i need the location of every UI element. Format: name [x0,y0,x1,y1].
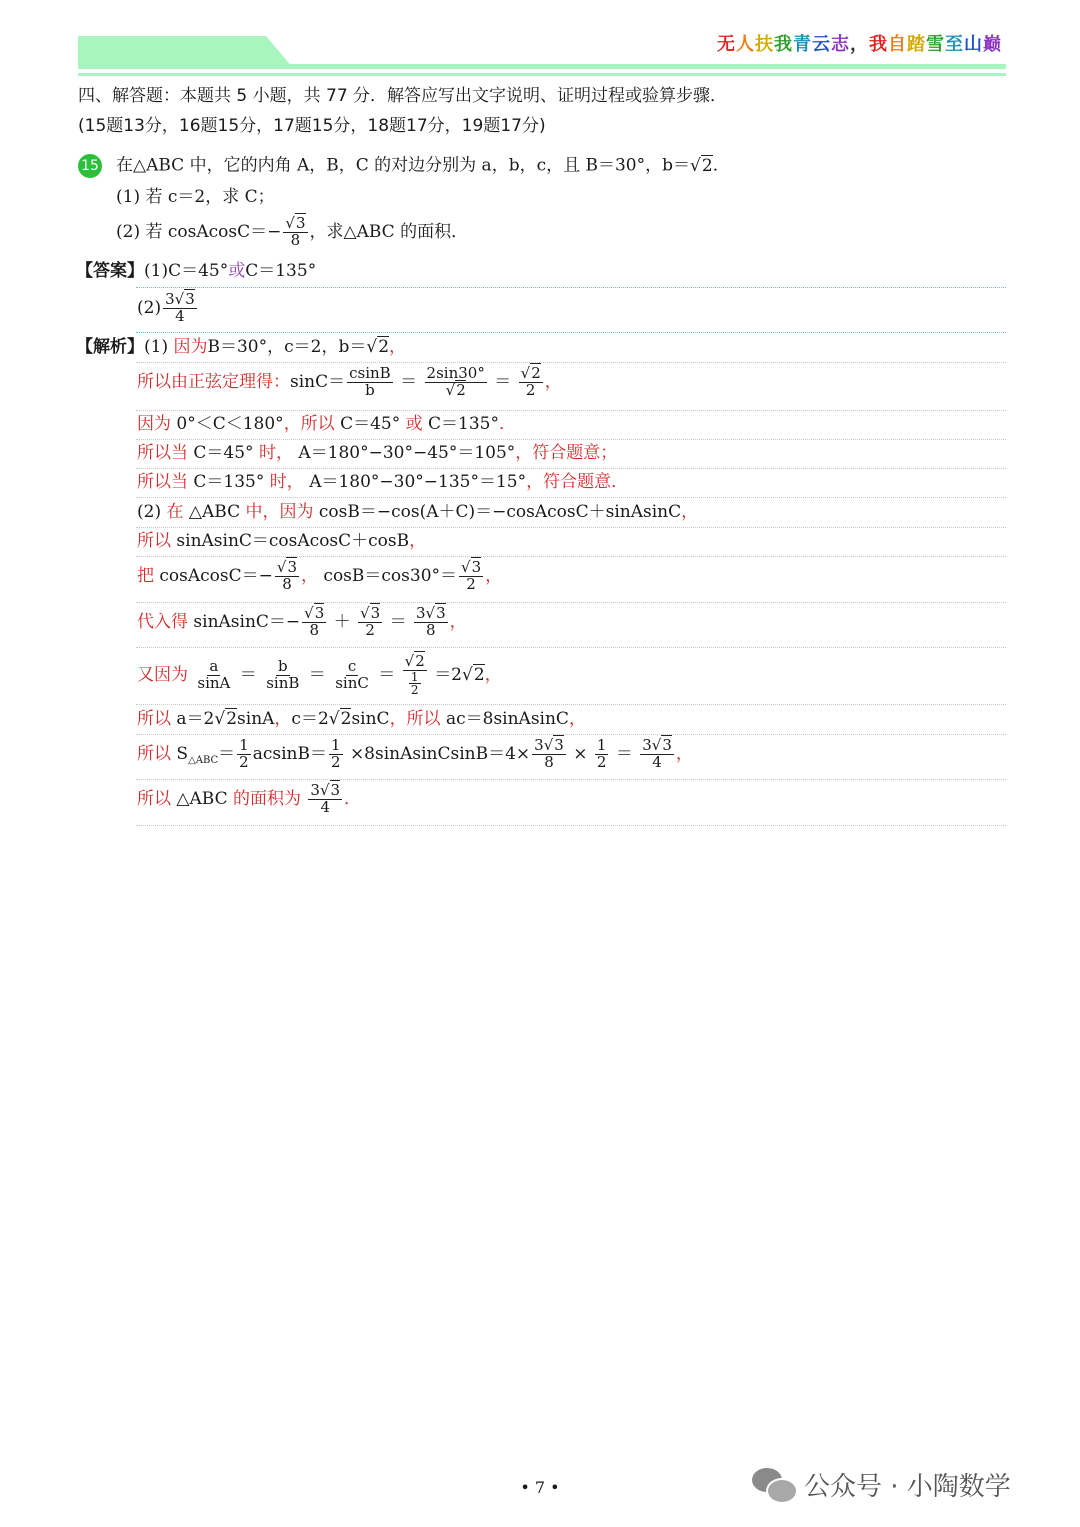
analysis-line-11 [137,709,586,729]
denominator: 2 [466,574,476,593]
math-text: ＝2 [434,664,463,685]
question-2-prefix: (2) 若 cosAcosC＝− [116,221,282,242]
motto-char: 自 [888,34,907,55]
analysis-keyword: 所以 [137,743,171,764]
problem-number-badge: 15 [78,154,102,178]
analysis-keyword: ，符合题意． [526,472,629,492]
nested-fraction [409,671,421,697]
sqrt-radicand: 2 [378,337,390,357]
math-text: △ABC [176,788,228,809]
motto-char: 我 [774,34,793,55]
punct: ， [485,565,503,586]
sqrt-radicand: 2 [531,364,541,382]
denominator: sinC [335,673,369,692]
sqrt-expression: √2 [462,664,485,685]
fraction: $\frac{√3}{8}$ [285,214,306,249]
motto-char: 山 [964,34,983,55]
operator: ＝ [218,743,236,764]
motto-char: 巅 [983,34,1002,55]
sqrt-radicand: 2 [340,709,352,729]
analysis-line-5 [137,472,628,492]
answer-2-prefix: (2) [137,297,162,318]
denominator: sinA [197,673,231,692]
fraction [333,659,371,692]
watermark [752,1466,1011,1503]
math-text: cosB＝cos30°＝ [323,565,458,586]
analysis-keyword: 时， [269,472,304,492]
denominator: sinB [266,673,300,692]
numerator: b [278,657,288,676]
analysis-keyword: 所以 [137,531,171,551]
math-text: a＝2 [176,709,215,729]
math-text: sinAsinC＝cosAcosC＋cosB [176,531,410,551]
sqrt-radicand: 3 [554,736,564,754]
divider [136,825,1006,826]
fraction [595,738,609,771]
motto-char: 人 [736,34,755,55]
analysis-keyword: 的面积为 [232,788,301,809]
page-number: • 7 • [520,1478,560,1497]
operator: ＝ [615,743,633,764]
sqrt-radicand: 3 [471,558,482,576]
analysis-line-9 [137,606,467,639]
analysis-keyword: 把 [137,565,154,586]
answer-1-or: 或 [228,261,246,281]
fraction: $\frac{3√3}{8}$ [534,736,564,771]
analysis-keyword: 或 [405,414,423,434]
operator: ＋ [333,611,351,632]
motto-char: 至 [945,34,964,55]
sqrt-radicand: 3 [436,604,446,622]
denominator: 4 [175,306,185,325]
section-title: 四、解答题：本题共 5 小题，共 77 分．解答应写出文字说明、证明过程或验算步骤． [78,86,728,106]
analysis-keyword: 因为 [137,414,171,434]
divider [136,527,1006,528]
fraction: $\frac{√3}{8}$ [276,558,298,593]
denominator: 2 [410,683,419,698]
analysis-keyword: 所以由正弦定理得： [137,371,290,392]
coefficient: 3 [416,604,426,622]
denominator: 8 [426,620,436,639]
numerator: csinB [349,364,391,382]
punct: ， [675,743,693,764]
sqrt-radicand: 3 [314,604,325,622]
denominator: 2 [239,752,249,771]
analysis-line-6 [137,502,698,522]
numerator: 2sin30° [426,364,485,382]
motto-char: 雪 [926,34,945,55]
punct: ， [449,611,467,632]
math-text: sinC [351,709,390,729]
punct: ． [344,788,362,809]
sqrt-radicand: 2 [473,664,485,685]
divider [136,734,1006,735]
sqrt-radicand: 2 [226,709,238,729]
sqrt-radicand: 3 [287,558,298,576]
fraction: $\frac{3√3}{4}$ [310,781,341,816]
denominator: 4 [652,752,662,771]
denominator: 8 [290,230,301,249]
divider [136,468,1006,469]
math-text: sinC＝ [290,371,346,392]
coefficient: 3 [310,781,320,799]
motto-char: 云 [812,34,831,55]
denominator: 8 [544,752,554,771]
math-text: 0°＜C＜180° [176,414,284,434]
problem-stem-text: 在△ABC 中，它的内角 A，B，C 的对边分别为 a，b，c，且 B＝30°，b＝ [116,155,691,176]
part-label: (2) [137,502,162,522]
math-text: A＝180°−30°−45°＝105° [298,443,516,463]
fraction: $\frac{√3}{2}$ [360,604,381,639]
divider [136,439,1006,440]
math-text: S [176,743,189,764]
fraction: $\frac{3√3}{8}$ [416,604,446,639]
denominator: b [365,380,375,399]
math-text: A＝180°−30°−135°＝15° [309,472,527,492]
sqrt-radicand: 2 [456,380,466,399]
sqrt-radicand: 3 [370,604,381,622]
math-text: cosB＝−cos(A＋C)＝−cosAcosC＋sinAsinC [318,502,682,522]
math-text: C＝135° [428,414,500,434]
analysis-keyword: 代入得 [137,611,188,632]
denominator: 2 [365,620,375,639]
fraction: $\frac{√3}{2}$ [461,558,482,593]
sqrt-radicand: 3 [295,214,306,232]
math-text: C＝135° [193,472,265,492]
question-2 [116,216,468,249]
sqrt-radicand: 3 [662,736,672,754]
punct: ， [409,531,427,551]
divider [136,556,1006,557]
problem-stem [78,154,730,178]
fraction [347,366,393,399]
answer-1-a: (1)C＝45° [144,261,229,281]
math-text: C＝45° [340,414,401,434]
answer-line-1 [76,261,316,281]
punct: ． [712,155,730,176]
analysis-keyword: 所以 [137,788,171,809]
divider [136,704,1006,705]
denominator: 4 [320,797,330,816]
sqrt-radicand: 2 [701,155,713,176]
analysis-keyword: 所以当 [137,472,188,492]
denominator: 2 [330,752,341,771]
analysis-keyword: 因为 [173,337,208,357]
sqrt-radicand: 2 [415,652,425,670]
math-text: C＝45° [193,443,254,463]
math-text: acsinB＝ [252,743,327,764]
analysis-keyword: 所以 [137,709,171,729]
motto-char: ， [850,34,869,55]
punct: ， [568,709,586,729]
analysis-keyword: 时， [258,443,293,463]
math-text: ×8sinAsinCsinB＝4× [349,743,531,764]
divider [136,362,1006,363]
sqrt-expression: √2 [328,709,352,729]
analysis-keyword: 所以当 [137,443,188,463]
math-text: c＝2 [291,709,329,729]
divider [136,497,1006,498]
answer-line-2 [137,292,199,325]
analysis-line-3 [137,414,516,434]
part-label: (1) [144,337,169,357]
divider [136,602,1006,603]
sqrt-radicand: 3 [185,290,195,308]
fraction: $\frac{√2}{\frac{1}{2}}$ [404,652,425,698]
analysis-keyword: ，符合题意； [515,443,618,463]
fraction: $\frac{√2}{2}$ [520,364,541,399]
punct: ， [389,337,407,357]
analysis-line-12 [137,738,693,771]
analysis-line-1 [76,337,406,357]
fraction [237,738,251,771]
analysis-line-7 [137,531,426,551]
divider [136,779,1006,780]
analysis-label: 【解析】 [76,337,144,357]
fraction [195,659,232,692]
motto-char: 无 [717,34,736,55]
denominator: 8 [309,620,319,639]
divider [136,410,1006,411]
math-text: B＝30°，c＝2，b＝ [207,337,367,357]
math-text: sinAsinC＝− [193,611,301,632]
numerator: a [209,657,219,676]
punct: ， [484,664,502,685]
sqrt-radicand: 3 [330,781,341,799]
punct: ， [301,565,319,586]
motto-char: 我 [869,34,888,55]
divider [136,647,1006,648]
numerator: c [347,657,357,676]
fraction: $\frac{3√3}{4}$ [642,736,672,771]
fraction [329,738,343,771]
question-2-suffix: ，求△ABC 的面积． [309,221,469,242]
section-scores: (15题13分，16题15分，17题15分，18题17分，19题17分) [78,116,546,136]
motto-char: 志 [831,34,850,55]
fraction: $\frac{2\sin 30^\circ}{√2}$ [426,364,485,399]
math-text: cosAcosC＝− [159,565,273,586]
analysis-keyword: 在 [166,502,184,522]
numerator: 1 [239,736,249,754]
answer-1-b: C＝135° [245,261,317,281]
wechat-icon [752,1468,794,1502]
header-motto [717,30,1002,56]
punct: ， [681,502,699,522]
analysis-keyword: 中，因为 [245,502,314,522]
motto-char: 青 [793,34,812,55]
header-rule-bottom [78,73,1006,76]
math-text: ac＝8sinAsinC [445,709,569,729]
analysis-line-8 [137,560,502,593]
divider [136,287,1006,288]
sqrt-expression: √2 [214,709,238,729]
operator: × [573,743,588,764]
denominator: 2 [525,380,536,399]
analysis-line-4 [137,443,617,463]
header-rule-top [78,64,1006,69]
analysis-line-2: 所以由正弦定理得：sinC＝ $\frac{csinB}{b}$ ＝ $\frac{2\sin 30^\circ}{√2}$ ＝ $\frac{√2}{2}$ ， [137,364,562,399]
motto-char: 踏 [907,34,926,55]
coefficient: 3 [165,290,175,308]
analysis-keyword: ，所以 [283,414,335,434]
operator: ＝ [389,611,407,632]
motto-char: 扶 [755,34,774,55]
analysis-line-13 [137,783,361,816]
sqrt-expression: √2 [366,337,390,357]
denominator: 2 [596,752,607,771]
punct: ． [499,414,517,434]
analysis-keyword: ，所以 [389,709,441,729]
coefficient: 3 [534,736,544,754]
numerator: 1 [330,736,341,754]
fraction: $\frac{3√3}{4}$ [165,290,195,325]
analysis-keyword: 又因为 [137,664,188,685]
fraction [264,659,301,692]
fraction: $\frac{√3}{8}$ [304,604,325,639]
subscript: △ABC [188,755,219,767]
coefficient: 3 [642,736,652,754]
answer-label: 【答案】 [76,261,144,281]
denominator: 8 [282,574,292,593]
sqrt-expression: √2 [690,155,713,176]
punct: ， [274,709,292,729]
numerator: 1 [596,736,607,754]
math-text: △ABC [188,502,241,522]
numerator: 1 [410,669,419,684]
question-1: (1) 若 c＝2，求 C； [116,187,275,207]
analysis-line-10: 又因为 $\frac{a}{\sin A}$ ＝ $\frac{b}{\sin B}$ ＝ $\frac{c}{\sin C}$ ＝ $\frac{√2}{\frac{1}{2}}$ ＝2√2， [137,652,502,698]
divider [136,332,1006,333]
watermark-text: 公众号 · 小陶数学 [804,1472,1011,1502]
math-text: sinA [237,709,275,729]
